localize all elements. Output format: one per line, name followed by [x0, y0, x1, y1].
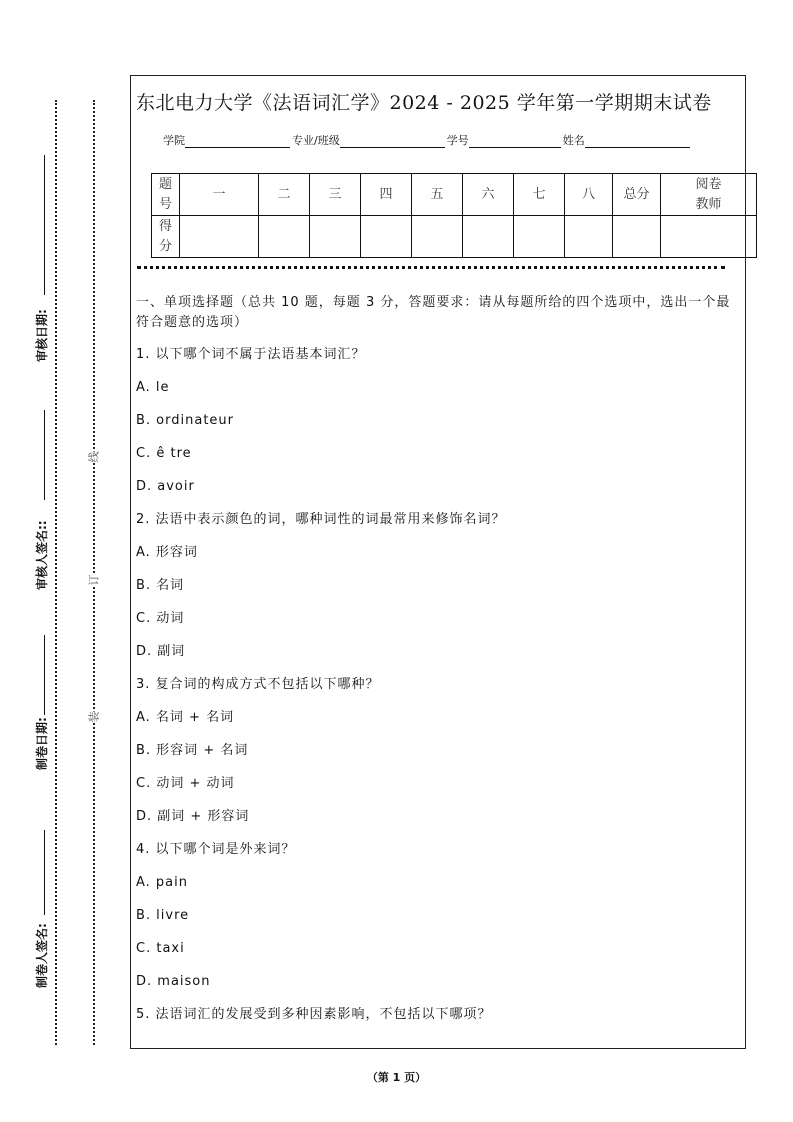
major-class-label: 专业/班级 [292, 134, 340, 147]
question-section [136, 293, 736, 1038]
column-header: 四 [361, 174, 412, 216]
score-cell[interactable] [310, 216, 361, 258]
column-header: 三 [310, 174, 361, 216]
binding-char-ding: 订 [84, 575, 104, 586]
answer-option[interactable]: C. taxi [136, 941, 185, 956]
score-cell[interactable] [412, 216, 463, 258]
signature-line [44, 830, 45, 915]
row-header: 得 分 [152, 216, 180, 258]
answer-option[interactable]: B. livre [136, 908, 190, 923]
answer-option[interactable]: C. 动词 + 动词 [136, 776, 235, 791]
score-cell[interactable] [661, 216, 757, 258]
binding-char-zhuang: 装 [84, 712, 104, 723]
row-header: 题 号 [152, 174, 180, 216]
exam-title: 东北电力大学《法语词汇学》2024 - 2025 学年第一学期期末试卷 [136, 92, 712, 114]
review-date-label: 审核日期: [35, 309, 49, 362]
column-header: 总分 [613, 174, 661, 216]
binding-dotted-line-inner [93, 100, 95, 1045]
question-list [136, 345, 736, 1038]
maker-date-label: 制卷日期: [35, 717, 49, 770]
section-heading: 一、单项选择题（总共 10 题，每题 3 分，答题要求：请从每题所给的四个选项中，选出一个最符合题意的选项） [136, 295, 731, 330]
name-label: 姓名 [562, 134, 585, 147]
question-number-row [152, 174, 757, 216]
column-header: 八 [565, 174, 613, 216]
signature-line [44, 410, 45, 500]
answer-option[interactable]: D. 副词 [136, 644, 186, 659]
score-cell[interactable] [361, 216, 412, 258]
binding-dotted-line-outer [55, 100, 57, 1045]
score-row [152, 216, 757, 258]
score-cell[interactable] [259, 216, 310, 258]
reviewer-signature-label: 审核人签名:: [35, 520, 49, 590]
column-header: 阅卷 教师 [661, 174, 757, 216]
question-stem: 5. 法语词汇的发展受到多种因素影响，不包括以下哪项？ [136, 1007, 492, 1022]
score-cell[interactable] [180, 216, 259, 258]
college-field[interactable] [185, 135, 290, 148]
answer-option[interactable]: B. 形容词 + 名词 [136, 743, 249, 758]
college-label: 学院 [163, 134, 185, 147]
score-cell[interactable] [613, 216, 661, 258]
section-divider [137, 266, 725, 269]
answer-option[interactable]: C. ê tre [136, 446, 192, 461]
score-cell[interactable] [565, 216, 613, 258]
signature-line [44, 635, 45, 715]
answer-option[interactable]: B. 名词 [136, 578, 185, 593]
answer-option[interactable]: A. 形容词 [136, 545, 198, 560]
column-header: 五 [412, 174, 463, 216]
answer-option[interactable]: D. maison [136, 974, 211, 989]
student-info-row [163, 132, 692, 148]
question-stem: 2. 法语中表示颜色的词，哪种词性的词最常用来修饰名词？ [136, 512, 506, 527]
answer-option[interactable]: D. avoir [136, 479, 195, 494]
answer-option[interactable]: A. le [136, 380, 170, 395]
column-header: 一 [180, 174, 259, 216]
score-table [151, 173, 757, 258]
signature-line [44, 155, 45, 295]
student-id-field[interactable] [469, 135, 561, 148]
answer-option[interactable]: B. ordinateur [136, 413, 235, 428]
student-id-label: 学号 [446, 134, 469, 147]
page-number: （第 1 页） [366, 1071, 427, 1084]
column-header: 二 [259, 174, 310, 216]
question-stem: 3. 复合词的构成方式不包括以下哪种？ [136, 677, 380, 692]
binding-char-xian: 线 [84, 452, 104, 463]
score-cell[interactable] [463, 216, 514, 258]
maker-signature-label: 制卷人签名: [35, 923, 49, 988]
column-header: 七 [514, 174, 565, 216]
answer-option[interactable]: A. pain [136, 875, 188, 890]
column-header: 六 [463, 174, 514, 216]
question-stem: 1. 以下哪个词不属于法语基本词汇？ [136, 347, 366, 362]
answer-option[interactable]: A. 名词 + 名词 [136, 710, 235, 725]
major-class-field[interactable] [340, 135, 445, 148]
name-field[interactable] [585, 135, 690, 148]
score-cell[interactable] [514, 216, 565, 258]
question-stem: 4. 以下哪个词是外来词？ [136, 842, 296, 857]
answer-option[interactable]: C. 动词 [136, 611, 185, 626]
answer-option[interactable]: D. 副词 + 形容词 [136, 809, 250, 824]
